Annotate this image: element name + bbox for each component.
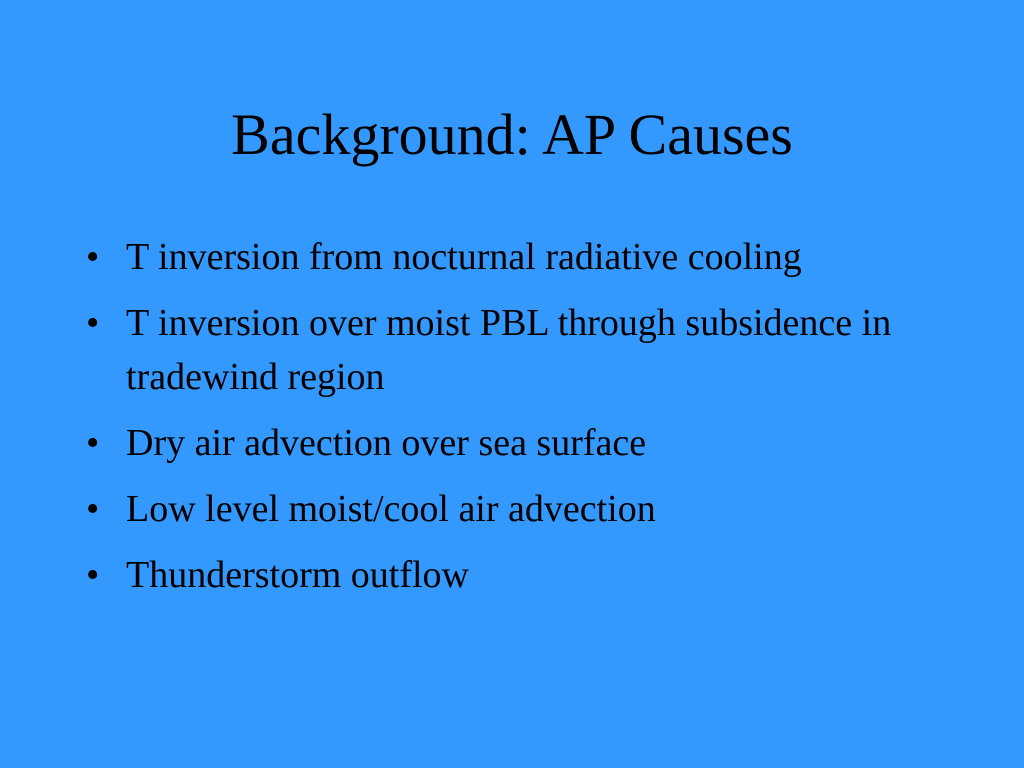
- bullet-item: [86, 416, 986, 470]
- bullet-text: Low level moist/cool air advection: [126, 488, 656, 530]
- bullet-text: Dry air advection over sea surface: [126, 422, 647, 464]
- bullet-text: Thunderstorm outflow: [126, 554, 470, 596]
- bullet-list: [86, 230, 986, 614]
- bullet-icon: •: [86, 422, 100, 464]
- bullet-item: [86, 482, 986, 536]
- bullet-item: [86, 296, 986, 404]
- bullet-icon: •: [86, 554, 100, 596]
- slide-title: Background: AP Causes: [231, 102, 793, 167]
- bullet-icon: •: [86, 236, 100, 278]
- bullet-text: T inversion from nocturnal radiative cooling: [126, 236, 802, 278]
- bullet-text: T inversion over moist PBL through subsidence in tradewind region: [126, 302, 892, 398]
- bullet-icon: •: [86, 488, 100, 530]
- bullet-icon: •: [86, 302, 100, 344]
- bullet-item: [86, 230, 986, 284]
- bullet-item: [86, 548, 986, 602]
